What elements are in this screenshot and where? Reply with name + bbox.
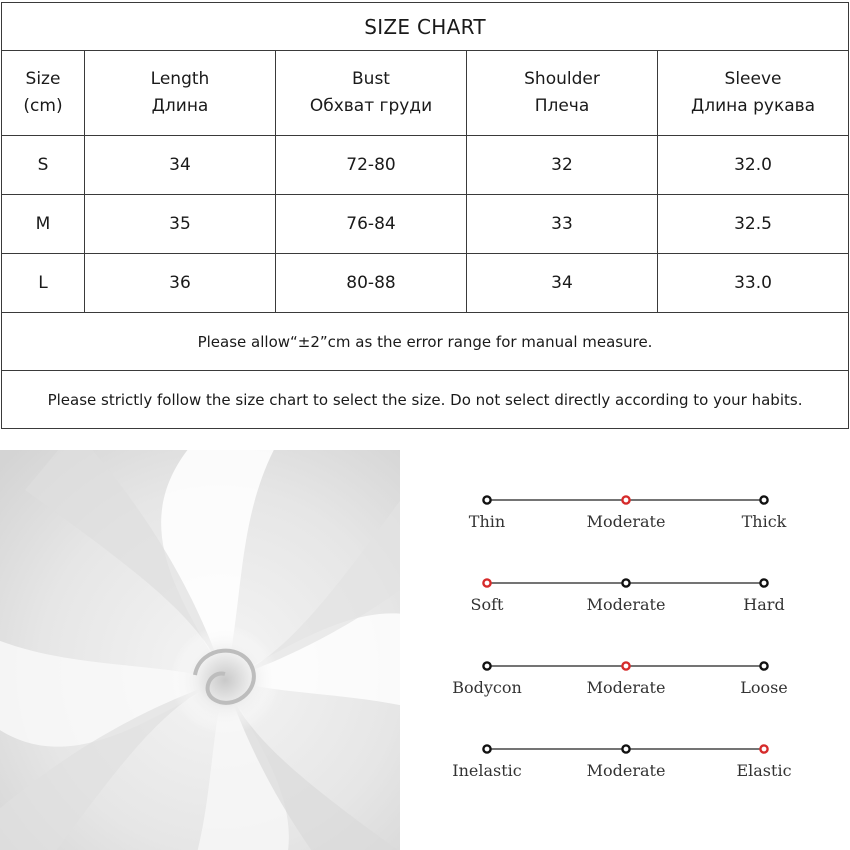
header-sublabel: Длина — [151, 96, 209, 116]
scale-dot-selected — [760, 745, 767, 752]
header-cell-length — [85, 51, 276, 136]
header-cell-size — [2, 51, 85, 136]
header-row — [2, 51, 849, 136]
scale-dot — [760, 496, 767, 503]
fabric-swirl-icon — [0, 450, 400, 850]
table-cell: 34 — [85, 136, 276, 195]
table-cell: 32.5 — [658, 195, 849, 254]
table-row — [2, 136, 849, 195]
header-label: Sleeve — [724, 69, 782, 89]
table-cell: 80-88 — [276, 254, 467, 313]
table-cell: S — [2, 136, 85, 195]
scale-dot — [622, 745, 629, 752]
scale-dot-selected — [622, 496, 629, 503]
note-row — [2, 371, 849, 429]
fabric-scale-row — [452, 745, 791, 780]
scale-label: Loose — [740, 678, 788, 697]
fabric-scale-row — [471, 579, 785, 614]
note-row — [2, 313, 849, 371]
error-range-note: Please allow“±2”cm as the error range for manual measure. — [2, 313, 849, 371]
scale-dot — [483, 496, 490, 503]
scale-label: Elastic — [736, 761, 792, 780]
table-cell: L — [2, 254, 85, 313]
scale-dot — [483, 745, 490, 752]
table-cell: 32.0 — [658, 136, 849, 195]
header-label: Size — [25, 69, 61, 89]
size-chart-table — [1, 2, 849, 429]
scale-label: Moderate — [586, 761, 666, 780]
header-label: Shoulder — [524, 69, 600, 89]
size-selection-note: Please strictly follow the size chart to select the size. Do not select directly according to your habits. — [2, 371, 849, 429]
header-cell-sleeve — [658, 51, 849, 136]
table-cell: 32 — [467, 136, 658, 195]
table-cell: 36 — [85, 254, 276, 313]
scale-label: Thin — [468, 512, 506, 531]
fabric-scales — [440, 480, 810, 800]
header-cell-shoulder — [467, 51, 658, 136]
header-label: Length — [150, 69, 210, 89]
table-cell: M — [2, 195, 85, 254]
size-chart-title: SIZE CHART — [2, 3, 849, 51]
scale-label: Moderate — [586, 512, 666, 531]
scale-dot — [760, 579, 767, 586]
fabric-scale-row — [469, 496, 787, 531]
table-cell: 76-84 — [276, 195, 467, 254]
scale-dot — [483, 662, 490, 669]
table-cell: 34 — [467, 254, 658, 313]
scale-dot — [760, 662, 767, 669]
header-sublabel: (cm) — [23, 96, 63, 116]
header-label: Bust — [352, 69, 390, 89]
scale-label: Hard — [743, 595, 785, 614]
header-sublabel: Длина рукава — [690, 96, 816, 116]
scale-label: Soft — [470, 595, 504, 614]
scale-label: Thick — [741, 512, 787, 531]
fabric-swirl-image — [0, 450, 400, 850]
table-row — [2, 195, 849, 254]
scale-label: Bodycon — [452, 678, 522, 697]
scale-dot-selected — [622, 662, 629, 669]
scale-dot — [622, 579, 629, 586]
header-sublabel: Плеча — [534, 96, 590, 116]
fabric-properties-panel — [440, 480, 810, 800]
scale-label: Inelastic — [452, 761, 522, 780]
fabric-scale-row — [452, 662, 788, 697]
scale-dot-selected — [483, 579, 490, 586]
header-sublabel: Обхват груди — [309, 96, 433, 116]
scale-label: Moderate — [586, 678, 666, 697]
header-cell-bust — [276, 51, 467, 136]
table-cell: 33 — [467, 195, 658, 254]
table-cell: 33.0 — [658, 254, 849, 313]
table-row — [2, 254, 849, 313]
table-cell: 72-80 — [276, 136, 467, 195]
table-cell: 35 — [85, 195, 276, 254]
scale-label: Moderate — [586, 595, 666, 614]
